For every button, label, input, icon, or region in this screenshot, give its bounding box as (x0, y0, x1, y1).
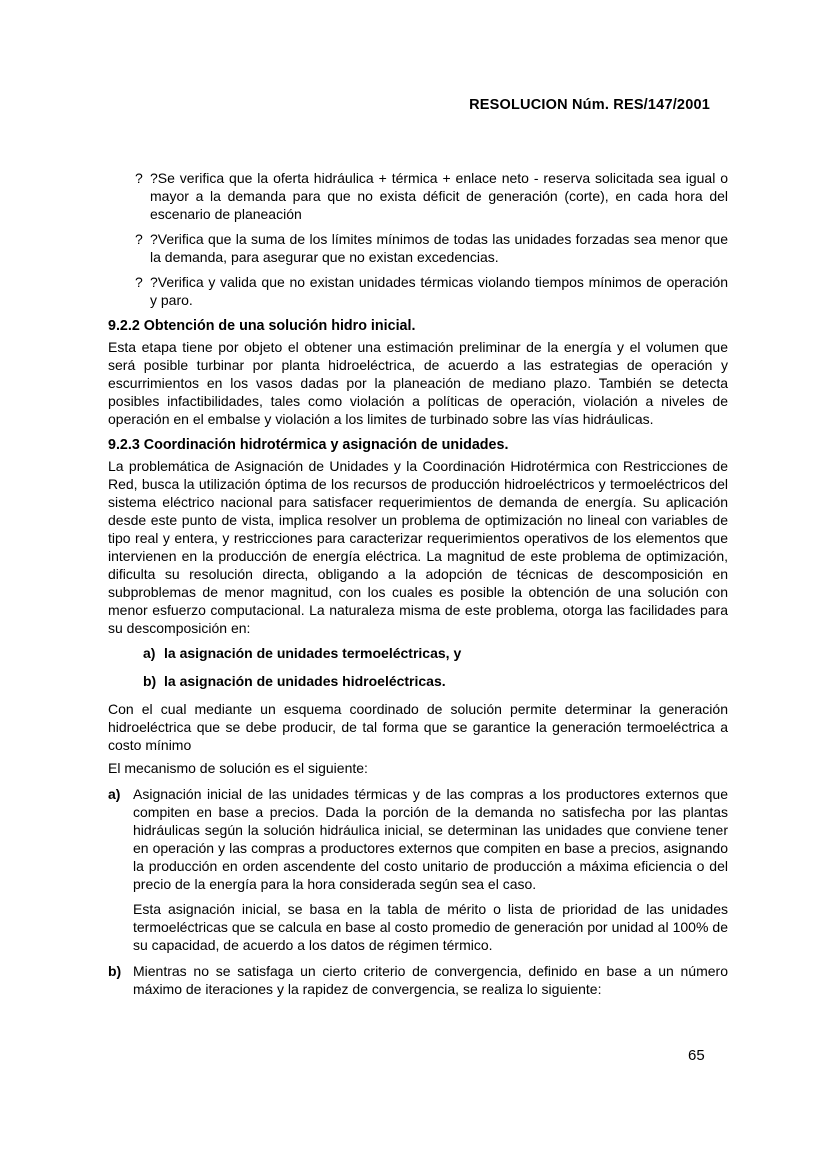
verification-list (108, 169, 728, 309)
bullet-text: ?Se verifica que la oferta hidráulica + térmica + enlace neto - reserva solicitada sea igual o mayor a la demanda para que no exista déficit de generación (corte), en cada hora del escenario de planeación (150, 170, 728, 222)
decomposition-list (143, 644, 728, 690)
bullet-marker: ? (135, 170, 143, 186)
step-marker: a) (108, 786, 121, 802)
item-marker: a) (143, 645, 156, 661)
step-a-paragraph-1: Asignación inicial de las unidades térmicas y de las compras a los productores externos que compiten en base a precios. Dada la porción de la demanda no satisfecha por las plantas hidráulicas según la solución hidráulica inicial, se determinan las unidades que conviene tener en operación y las compras a productores externos que compiten en base a precios, asignando la producción en orden ascendente del costo unitario de producción a máxima eficiencia o del precio de la energía para la hora considerada según sea el caso. (133, 786, 728, 892)
decomposition-item-b (143, 672, 728, 690)
solution-steps (108, 785, 728, 998)
bullet-text: ?Verifica y valida que no existan unidades térmicas violando tiempos mínimos de operación y paro. (150, 274, 728, 308)
item-marker: b) (143, 673, 157, 689)
verification-item (108, 169, 728, 223)
mechanism-intro-paragraph: El mecanismo de solución es el siguiente: (108, 760, 368, 776)
section-9-2-3-heading: 9.2.3 Coordinación hidrotérmica y asignación de unidades. (108, 437, 509, 453)
section-9-2-2-paragraph: Esta etapa tiene por objeto el obtener una estimación preliminar de la energía y el volumen que será posible turbinar por planta hidroeléctrica, de acuerdo a las estrategias de operación y escurrimientos en los vasos dadas por la planeación de mediano plazo. También se detecta posibles infactibilidades, tales como violación a políticas de operación, violación a niveles de operación en el embalse y violación a los limites de turbinado sobre las vías hidráulicas. (108, 339, 728, 427)
page-number: 65 (688, 1047, 705, 1064)
document-content (108, 96, 728, 1006)
bullet-marker: ? (135, 231, 143, 247)
step-marker: b) (108, 963, 122, 979)
bullet-marker: ? (135, 274, 143, 290)
step-a (108, 785, 728, 954)
section-9-2-3-paragraph: La problemática de Asignación de Unidades y la Coordinación Hidrotérmica con Restricciones de Red, busca la utilización óptima de los recursos de producción hidroeléctricos y termoeléctricos del sistema eléctrico nacional para satisfacer requerimientos de demanda de energía. Su aplicación desde este punto de vista, implica resolver un problema de optimización no lineal con variables de tipo real y entera, y restricciones para caracterizar requerimientos operativos de los elementos que intervienen en la producción de energía eléctrica. La magnitud de este problema de optimización, dificulta su resolución directa, obligando a la adopción de técnicas de descomposición en subproblemas de menor magnitud, con los cuales es posible la obtención de una solución con menor esfuerzo computacional. La naturaleza misma de este problema, otorga las facilidades para su descomposición en: (108, 458, 728, 636)
item-label: la asignación de unidades termoeléctricas, y (164, 645, 462, 661)
step-body (133, 785, 728, 954)
verification-item (108, 273, 728, 309)
section-9-2-2-heading: 9.2.2 Obtención de una solución hidro inicial. (108, 318, 416, 334)
coordinated-scheme-paragraph: Con el cual mediante un esquema coordinado de solución permite determinar la generación hidroeléctrica que se debe producir, de tal forma que se garantice la generación termoeléctrica a costo mínimo (108, 701, 728, 753)
verification-item (108, 230, 728, 266)
decomposition-item-a (143, 644, 728, 662)
step-b (108, 962, 728, 998)
document-header-title: RESOLUCION Núm. RES/147/2001 (469, 97, 710, 113)
step-a-paragraph-2: Esta asignación inicial, se basa en la tabla de mérito o lista de prioridad de las unidades termoeléctricas que se calcula en base al costo promedio de generación por unidad al 100% de su capacidad, de acuerdo a los datos de régimen térmico. (133, 901, 728, 953)
bullet-text: ?Verifica que la suma de los límites mínimos de todas las unidades forzadas sea menor que la demanda, para asegurar que no existan excedencias. (150, 231, 728, 265)
item-label: la asignación de unidades hidroeléctricas. (164, 673, 446, 689)
step-body (133, 962, 728, 998)
step-b-paragraph-1: Mientras no se satisfaga un cierto criterio de convergencia, definido en base a un número máximo de iteraciones y la rapidez de convergencia, se realiza lo siguiente: (133, 963, 728, 997)
